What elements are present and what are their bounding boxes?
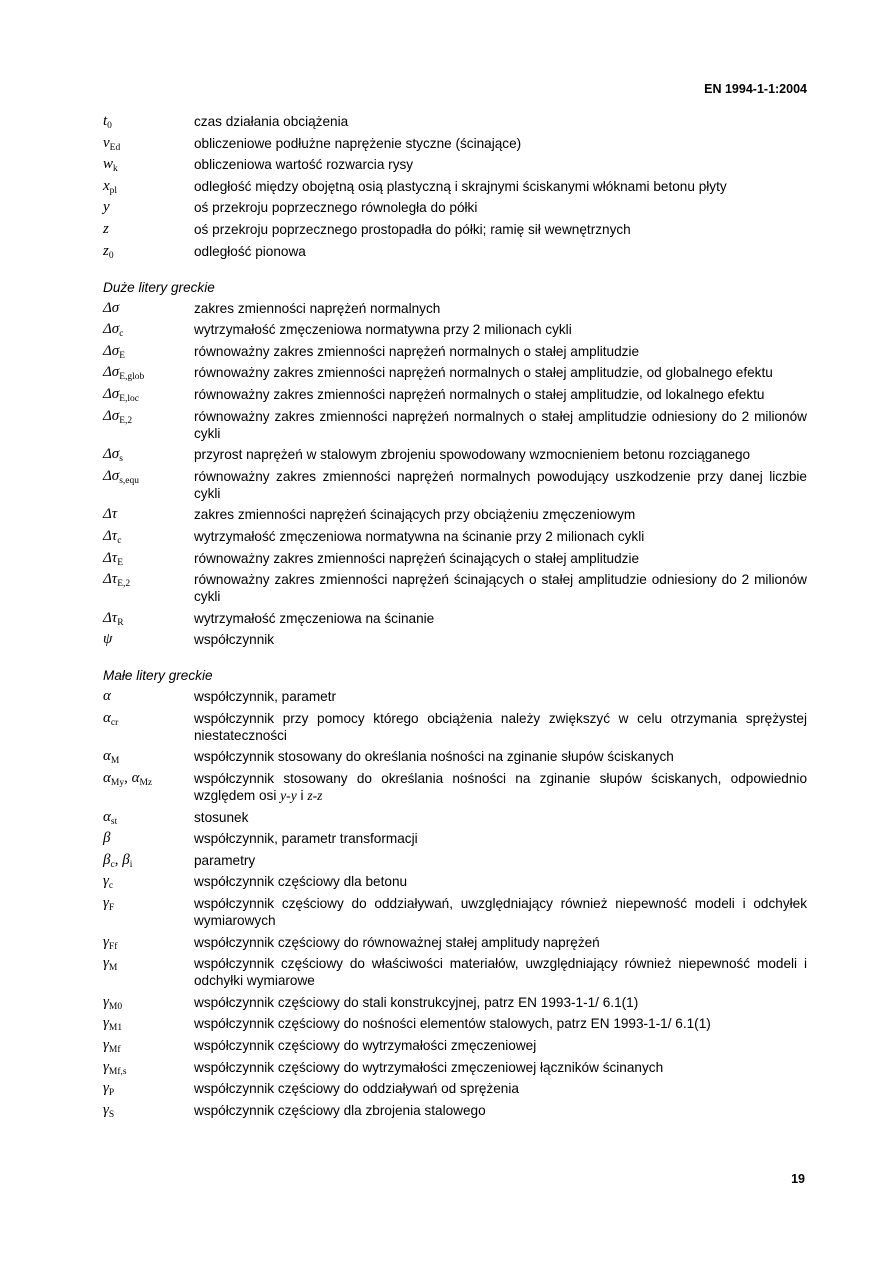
symbol-subscript: P	[108, 1088, 115, 1099]
symbol-subscript: M	[110, 756, 120, 767]
symbol	[103, 550, 194, 567]
symbol-description	[194, 446, 807, 463]
description-text: równoważny zakres zmienności naprężeń ścinających o stałej amplitudzie	[194, 550, 640, 566]
symbol-main: γ	[103, 993, 109, 1010]
symbol-subscript: s,equ	[119, 475, 139, 486]
symbol-description	[194, 135, 807, 152]
symbol-main: ψ	[103, 631, 113, 648]
symbol-subscript: Ff	[108, 941, 118, 952]
symbol-main: Δσ	[103, 321, 120, 338]
symbol-row	[103, 809, 807, 826]
symbol	[103, 830, 194, 847]
symbol-description	[194, 468, 807, 502]
symbol	[103, 386, 194, 403]
symbol-description	[194, 343, 807, 360]
description-text: współczynnik częściowy do oddziaływań od sprężenia	[194, 1081, 519, 1097]
description-text: równoważny zakres zmienności naprężeń normalnych o stałej amplitudzie, od lokalnego efektu	[194, 386, 765, 402]
symbol-description	[194, 550, 807, 567]
symbol	[103, 631, 194, 648]
symbol-main: α	[131, 770, 140, 787]
symbol	[103, 364, 194, 381]
description-text: równoważny zakres zmienności naprężeń normalnych powodujący uszkodzenie przy danej liczbie cykli	[194, 468, 807, 501]
symbol-row	[103, 343, 807, 360]
symbol-description	[194, 321, 807, 338]
symbol-subscript: Mf,s	[108, 1066, 127, 1077]
symbol-description	[194, 688, 807, 705]
upper-greek-symbols-list	[103, 300, 807, 649]
symbol	[103, 1059, 194, 1076]
symbol-row	[103, 770, 807, 804]
description-text: równoważny zakres zmienności naprężeń ścinających o stałej amplitudzie odniesiony do 2 milionów cykli	[194, 572, 807, 605]
description-text: zakres zmienności naprężeń ścinających przy obciążeniu zmęczeniowym	[194, 507, 636, 523]
description-text: współczynnik częściowy do stali konstrukcyjnej, patrz EN 1993-1-1/ 6.1(1)	[194, 994, 639, 1010]
symbol-subscript: E,2	[119, 415, 133, 426]
description-text: współczynnik	[194, 632, 275, 648]
symbol-description	[194, 243, 807, 260]
symbol	[103, 199, 194, 216]
symbol-main: γ	[103, 1080, 109, 1097]
symbol-description	[194, 631, 807, 648]
symbol-main: w	[103, 156, 114, 173]
symbol-description	[194, 408, 807, 442]
page-number: 19	[791, 1172, 805, 1186]
symbol-row	[103, 994, 807, 1011]
symbol-row	[103, 710, 807, 744]
symbol-description	[194, 895, 807, 929]
symbol	[103, 178, 194, 195]
description-text: zakres zmienności naprężeń normalnych	[194, 300, 441, 316]
symbol-row	[103, 528, 807, 545]
symbols-list	[103, 113, 807, 1123]
symbol-description	[194, 506, 807, 523]
symbol-description	[194, 873, 807, 890]
symbol-description	[194, 1080, 807, 1097]
symbol-main: x	[103, 177, 110, 194]
symbol-row	[103, 178, 807, 195]
symbol-row	[103, 386, 807, 403]
symbol-main: Δσ	[103, 385, 120, 402]
symbol-main: γ	[103, 933, 109, 950]
symbol-subscript: F	[108, 903, 115, 914]
symbol-subscript: R	[117, 617, 124, 628]
symbol-subscript: E,glob	[119, 372, 145, 383]
description-text: współczynnik, parametr	[194, 689, 337, 705]
symbol-main: Δσ	[103, 446, 120, 463]
symbol-main: α	[103, 688, 111, 705]
symbol-description	[194, 710, 807, 744]
symbol-description	[194, 113, 807, 130]
symbol	[103, 955, 194, 989]
symbol-subscript: 0	[107, 121, 112, 131]
description-text: współczynnik stosowany do określania nośności na zginanie słupów ściskanych, odpowiednio względem osi	[194, 771, 807, 804]
symbol-main: t	[103, 113, 108, 129]
symbol-row	[103, 830, 807, 847]
symbol-main: Δσ	[103, 364, 120, 381]
symbol-row	[103, 631, 807, 648]
symbol-description	[194, 748, 807, 765]
symbol-subscript: c	[119, 329, 124, 340]
symbol-description	[194, 830, 807, 847]
symbol-subscript: i	[129, 859, 133, 870]
symbol-main: γ	[103, 873, 109, 890]
symbol-subscript: E,loc	[119, 393, 139, 404]
symbol-main: Δσ	[103, 299, 120, 316]
symbol-subscript: E,2	[117, 579, 131, 590]
symbol	[103, 243, 194, 260]
symbol-description	[194, 934, 807, 951]
symbol	[103, 610, 194, 627]
symbol-row	[103, 934, 807, 951]
symbol	[103, 770, 194, 804]
symbol-row	[103, 321, 807, 338]
symbol	[103, 156, 194, 173]
symbol-separator: ,	[114, 851, 123, 868]
symbol-main: Δτ	[103, 609, 118, 626]
symbol-main: Δτ	[103, 571, 118, 588]
symbol	[103, 994, 194, 1011]
symbol	[103, 873, 194, 890]
symbol-row	[103, 199, 807, 216]
description-text: współczynnik częściowy dla zbrojenia stalowego	[194, 1102, 486, 1118]
symbol	[103, 748, 194, 765]
symbol	[103, 300, 194, 317]
symbol-main: γ	[103, 1037, 109, 1053]
symbol	[103, 408, 194, 442]
symbol-row	[103, 955, 807, 989]
symbol-row	[103, 550, 807, 567]
description-text: oś przekroju poprzecznego prostopadła do półki; ramię sił wewnętrznych	[194, 221, 631, 237]
lower-greek-symbols-list	[103, 688, 807, 1119]
description-text: współczynnik częściowy do oddziaływań, uwzględniający również niepewność modeli i odchyłek wymiarowych	[194, 896, 807, 929]
symbol-row	[103, 221, 807, 238]
symbol-description	[194, 178, 807, 195]
description-text: współczynnik częściowy do wytrzymałości zmęczeniowej łączników ścinanych	[194, 1059, 664, 1075]
symbol-subscript: My	[110, 778, 125, 789]
symbol-subscript: c	[117, 535, 122, 546]
symbol-description	[194, 300, 807, 317]
symbol-description	[194, 1102, 807, 1119]
symbol-subscript: M0	[108, 1001, 123, 1012]
description-text: obliczeniowe podłużne naprężenie styczne (ścinające)	[194, 135, 522, 151]
symbol-description	[194, 221, 807, 238]
symbol-subscript: Mf	[108, 1045, 121, 1055]
section-title-lower-greek: Małe litery greckie	[103, 668, 213, 684]
symbol-description	[194, 770, 807, 804]
symbol-subscript: c	[110, 859, 115, 870]
description-text: współczynnik przy pomocy którego obciążenia należy zwiększyć w celu otrzymania sprężystej niestateczności	[194, 710, 807, 743]
symbol-separator: ,	[124, 770, 132, 787]
symbol	[103, 446, 194, 463]
symbol-subscript: M1	[108, 1023, 123, 1034]
description-text: współczynnik częściowy do nośności elementów stalowych, patrz EN 1993-1-1/ 6.1(1)	[194, 1016, 711, 1032]
symbol-row	[103, 243, 807, 260]
symbol-row	[103, 113, 807, 130]
symbol-subscript: E	[119, 350, 126, 361]
symbol-main: Δσ	[103, 342, 120, 359]
symbol	[103, 506, 194, 523]
latin-symbols-list	[103, 113, 807, 260]
symbol-description	[194, 955, 807, 989]
symbol-description	[194, 199, 807, 216]
symbol-row	[103, 408, 807, 442]
symbol-main: γ	[103, 1101, 109, 1118]
symbol-description	[194, 528, 807, 545]
symbol-main: γ	[103, 955, 109, 972]
symbol-row	[103, 1102, 807, 1119]
symbol-row	[103, 895, 807, 929]
symbol-subscript: cr	[110, 717, 119, 728]
symbol-row	[103, 688, 807, 705]
symbol-description	[194, 1015, 807, 1032]
symbol-subscript: s	[119, 454, 123, 465]
symbol-description	[194, 571, 807, 605]
symbol-description	[194, 1059, 807, 1076]
symbol-main: β	[103, 851, 111, 868]
section-title-upper-greek: Duże litery greckie	[103, 279, 215, 295]
symbol-row	[103, 1015, 807, 1032]
symbol-description	[194, 364, 807, 381]
description-text: współczynnik stosowany do określania nośności na zginanie słupów ściskanych	[194, 749, 674, 765]
symbol-description	[194, 994, 807, 1011]
symbol-row	[103, 300, 807, 317]
symbol-row	[103, 506, 807, 523]
symbol-row	[103, 873, 807, 890]
symbol-row	[103, 748, 807, 765]
symbol-row	[103, 156, 807, 173]
page-header: EN 1994-1-1:2004	[704, 82, 807, 96]
description-text: wytrzymałość zmęczeniowa normatywna przy 2 milionach cykli	[194, 322, 572, 338]
symbol	[103, 1037, 194, 1054]
symbol-main: α	[103, 709, 111, 726]
symbol	[103, 321, 194, 338]
symbol-main: z	[103, 220, 109, 237]
symbol-row	[103, 1080, 807, 1097]
symbol-row	[103, 468, 807, 502]
symbol	[103, 809, 194, 826]
description-text: współczynnik częściowy do właściwości materiałów, uwzględniający również niepewność modeli i odchyłki wymiarowe	[194, 956, 807, 989]
symbol-subscript: E	[117, 557, 123, 568]
symbol-description	[194, 1037, 807, 1054]
symbol-description	[194, 852, 807, 869]
axis-label: z-z	[307, 788, 323, 804]
symbol	[103, 1080, 194, 1097]
symbol	[103, 468, 194, 502]
symbol-main: y	[103, 199, 110, 216]
description-text: parametry	[194, 852, 256, 868]
symbol-main: α	[103, 748, 111, 765]
symbol-row	[103, 852, 807, 869]
symbol-row	[103, 446, 807, 463]
symbol	[103, 113, 194, 130]
description-text: wytrzymałość zmęczeniowa na ścinanie	[194, 610, 435, 626]
description-text: współczynnik częściowy dla betonu	[194, 874, 408, 890]
symbol	[103, 343, 194, 360]
symbol-row	[103, 610, 807, 627]
description-text: czas działania obciążenia	[194, 114, 349, 129]
description-text: współczynnik częściowy do równoważnej stałej amplitudy naprężeń	[194, 934, 600, 950]
symbol-subscript: 0	[108, 250, 114, 261]
symbol	[103, 710, 194, 744]
description-text: równoważny zakres zmienności naprężeń normalnych o stałej amplitudzie, od globalnego efektu	[194, 365, 773, 381]
symbol-row	[103, 1037, 807, 1054]
symbol-description	[194, 386, 807, 403]
symbol-description	[194, 610, 807, 627]
symbol	[103, 135, 194, 152]
description-text: odległość pionowa	[194, 243, 306, 259]
symbol-main: Δτ	[103, 506, 118, 523]
symbol-subscript: Mz	[139, 778, 153, 789]
symbol-main: Δσ	[103, 467, 120, 484]
symbol-main: β	[122, 851, 130, 868]
symbol	[103, 1102, 194, 1119]
symbol-main: γ	[103, 895, 109, 912]
symbol	[103, 934, 194, 951]
symbol-row	[103, 135, 807, 152]
symbol-main: z	[103, 242, 109, 259]
description-text: współczynnik, parametr transformacji	[194, 831, 418, 847]
conjunction: i	[296, 788, 308, 804]
description-text: równoważny zakres zmienności naprężeń normalnych o stałej amplitudzie odniesiony do 2 milionów cykli	[194, 408, 807, 441]
symbol-subscript: k	[113, 164, 118, 175]
symbol-main: v	[103, 134, 110, 151]
symbol	[103, 571, 194, 605]
symbol	[103, 221, 194, 238]
symbol-subscript: M	[108, 963, 118, 974]
symbol-main: Δτ	[103, 527, 118, 544]
symbol	[103, 688, 194, 705]
description-text: obliczeniowa wartość rozwarcia rysy	[194, 157, 414, 173]
symbol	[103, 1015, 194, 1032]
symbol-subscript: Ed	[109, 142, 121, 153]
description-text: przyrost naprężeń w stalowym zbrojeniu spowodowany wzmocnieniem betonu rozciąganego	[194, 447, 751, 463]
symbol-subscript: c	[108, 881, 114, 892]
symbol-main: α	[103, 770, 111, 787]
description-text: wytrzymałość zmęczeniowa normatywna na ścinanie przy 2 milionach cykli	[194, 528, 645, 544]
symbol-main: Δτ	[103, 549, 118, 566]
symbol-description	[194, 156, 807, 173]
description-text: równoważny zakres zmienności naprężeń normalnych o stałej amplitudzie	[194, 343, 640, 359]
description-text: odległość między obojętną osią plastyczną i skrajnymi ściskanymi włóknami betonu płyty	[194, 178, 727, 194]
symbol-row	[103, 571, 807, 605]
description-text: stosunek	[194, 809, 249, 825]
symbol-main: β	[103, 830, 111, 847]
axis-label: y-y	[280, 788, 297, 804]
symbol-subscript: st	[110, 816, 118, 827]
description-text: współczynnik częściowy do wytrzymałości zmęczeniowej	[194, 1038, 537, 1053]
symbol-main: γ	[103, 1015, 109, 1032]
symbol-main: γ	[103, 1058, 109, 1075]
symbol	[103, 528, 194, 545]
symbol	[103, 895, 194, 929]
symbol-subscript: S	[108, 1109, 115, 1120]
description-text: oś przekroju poprzecznego równoległa do półki	[194, 200, 478, 216]
symbol-row	[103, 1059, 807, 1076]
symbol-subscript: pl	[109, 185, 118, 196]
symbol-main: Δσ	[103, 407, 120, 424]
symbol	[103, 852, 194, 869]
symbol-row	[103, 364, 807, 381]
symbol-description	[194, 809, 807, 826]
symbol-main: α	[103, 808, 111, 825]
